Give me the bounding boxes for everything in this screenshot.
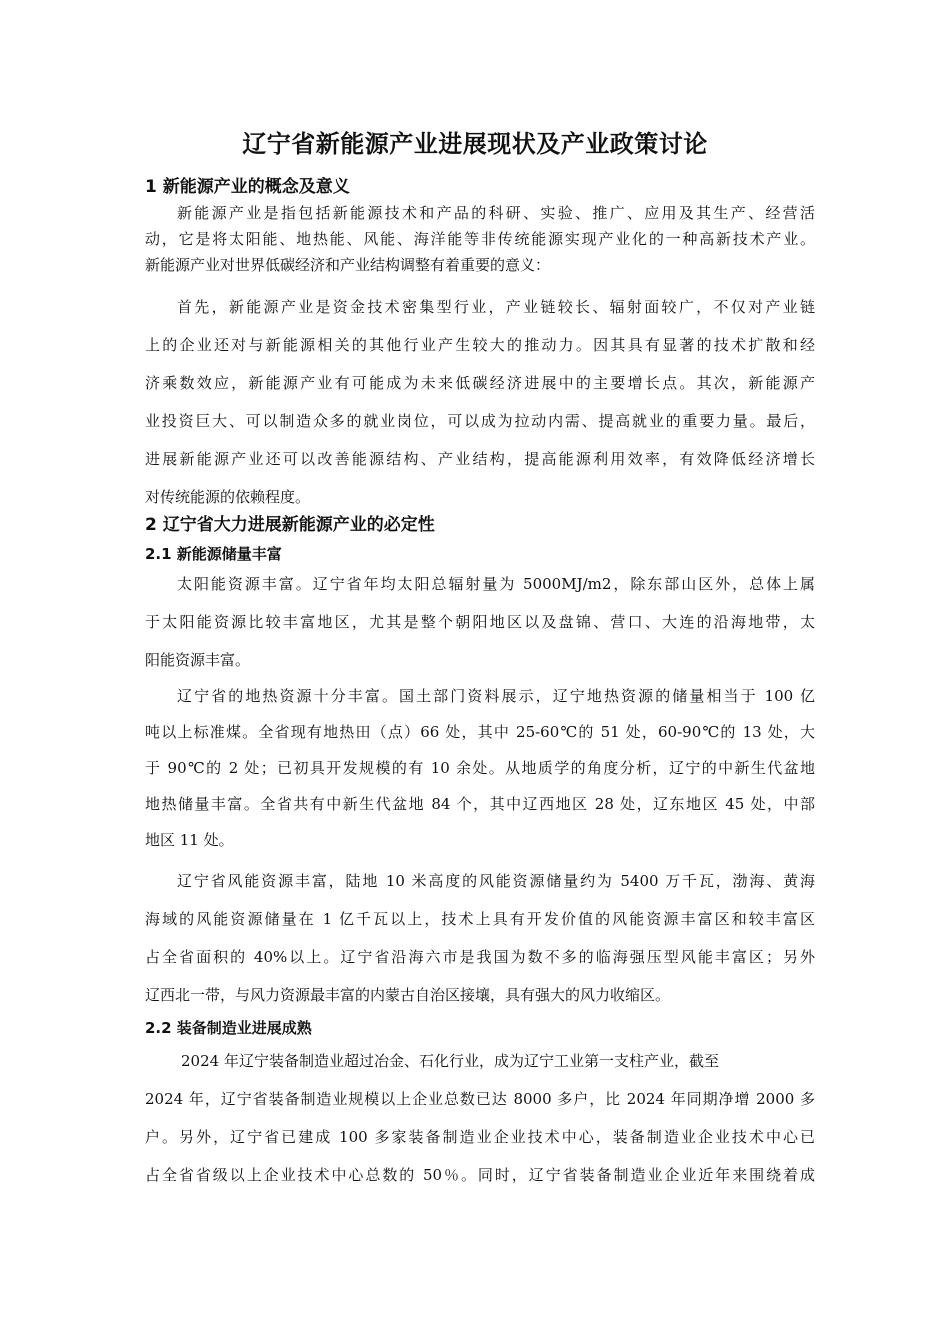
text-line: 动，它是将太阳能、地热能、风能、海洋能等非传统能源实现产业化的一种高新技术产业。	[145, 230, 815, 248]
text-line: 辽西北一带，与风力资源最丰富的内蒙古自治区接壤，具有强大的风力收缩区。	[145, 986, 671, 1004]
text-line: 2024 年辽宁装备制造业超过冶金、石化行业，成为辽宁工业第一支柱产业，截至	[181, 1052, 719, 1070]
text-line: 新能源产业对世界低碳经济和产业结构调整有着重要的意义：	[145, 256, 551, 274]
text-line: 首先，新能源产业是资金技术密集型行业，产业链较长、辐射面较广，不仅对产业链	[177, 298, 815, 316]
subsection-heading: 2.1 新能源储量丰富	[145, 545, 282, 563]
text-line: 地热储量丰富。全省共有中新生代盆地 84 个，其中辽西地区 28 处，辽东地区 45 处，中部	[145, 795, 815, 813]
text-line: 地区 11 处。	[145, 831, 234, 849]
subsection-heading: 2.2 装备制造业进展成熟	[145, 1019, 312, 1037]
text-line: 太阳能资源丰富。辽宁省年均太阳总辐射量为 5000MJ/m2，除东部山区外，总体上属	[177, 575, 815, 593]
paragraph	[145, 862, 815, 1014]
paragraph	[145, 1042, 815, 1194]
text-line: 进展新能源产业还可以改善能源结构、产业结构，提高能源利用效率，有效降低经济增长	[145, 450, 815, 468]
text-line: 于太阳能资源比较丰富地区，尤其是整个朝阳地区以及盘锦、营口、大连的沿海地带，太	[145, 613, 815, 631]
document-title: 辽宁省新能源产业进展现状及产业政策讨论	[242, 130, 708, 158]
text-line: 新能源产业是指包括新能源技术和产品的科研、实验、推广、应用及其生产、经营活	[177, 204, 815, 222]
text-line: 辽宁省风能资源丰富，陆地 10 米高度的风能资源储量约为 5400 万千瓦，渤海、黄海	[177, 872, 815, 890]
paragraph	[145, 200, 815, 278]
text-line: 海域的风能资源储量在 1 亿千瓦以上，技术上具有开发价值的风能资源丰富区和较丰富区	[145, 910, 815, 928]
text-line: 辽宁省的地热资源十分丰富。国土部门资料展示，辽宁地热资源的储量相当于 100 亿	[177, 687, 815, 705]
text-line: 于 90℃的 2 处；已初具开发规模的有 10 余处。从地质学的角度分析，辽宁的中新生代盆地	[145, 759, 815, 777]
text-line: 对传统能源的依赖程度。	[145, 488, 311, 506]
text-line: 户。另外，辽宁省已建成 100 多家装备制造业企业技术中心，装备制造业企业技术中心已	[145, 1128, 815, 1146]
text-line: 业投资巨大、可以制造众多的就业岗位，可以成为拉动内需、提高就业的重要力量。最后，	[145, 412, 815, 430]
paragraph	[145, 678, 815, 858]
paragraph	[145, 565, 815, 679]
text-line: 阳能资源丰富。	[145, 651, 251, 669]
paragraph	[145, 288, 815, 516]
text-line: 吨以上标准煤。全省现有地热田（点）66 处，其中 25-60℃的 51 处，60-90℃的 13 处，大	[145, 723, 815, 741]
section-heading: 1 新能源产业的概念及意义	[145, 177, 350, 197]
text-line: 2024 年，辽宁省装备制造业规模以上企业总数已达 8000 多户，比 2024 年同期净增 2000 多	[145, 1090, 815, 1108]
text-line: 占全省省级以上企业技术中心总数的 50％。同时，辽宁省装备制造业企业近年来围绕着成	[145, 1166, 815, 1184]
section-heading: 2 辽宁省大力进展新能源产业的必定性	[145, 515, 435, 535]
text-line: 占全省面积的 40%以上。辽宁省沿海六市是我国为数不多的临海强压型风能丰富区；另外	[145, 948, 815, 966]
text-line: 济乘数效应，新能源产业有可能成为未来低碳经济进展中的主要增长点。其次，新能源产	[145, 374, 815, 392]
text-line: 上的企业还对与新能源相关的其他行业产生较大的推动力。因其具有显著的技术扩散和经	[145, 336, 815, 354]
